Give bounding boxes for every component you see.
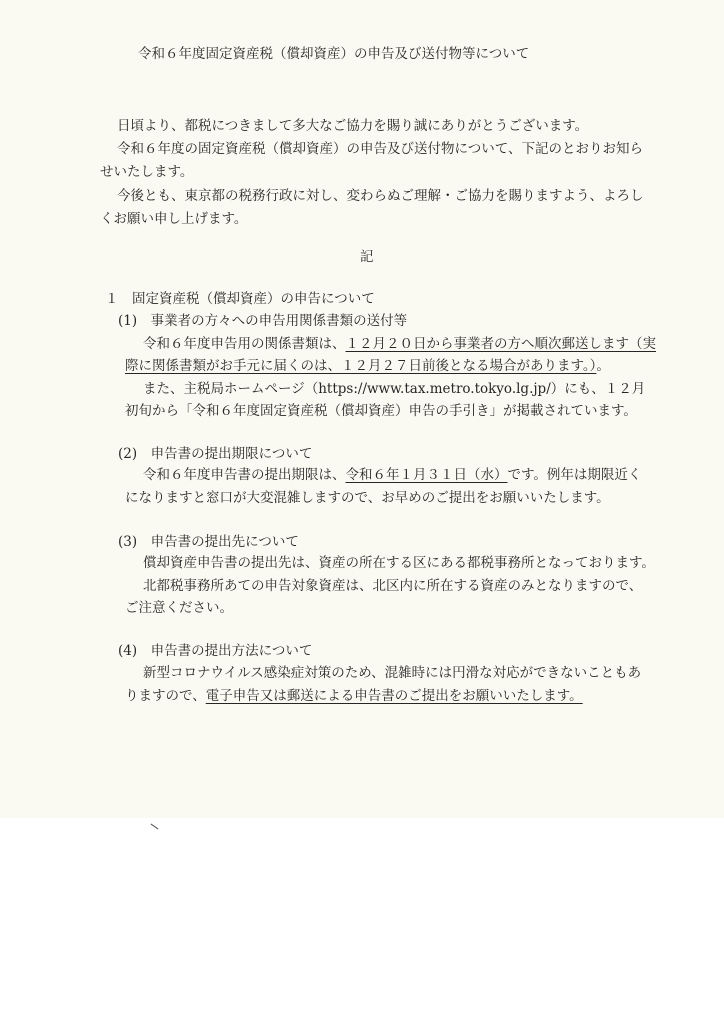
- section-1-heading: １ 固定資産税（償却資産）の申告について: [105, 291, 375, 307]
- subsection-1-heading: (1) 事業者の方々への申告用関係書類の送付等: [118, 313, 408, 329]
- subsection-1-line-4: 初旬から「令和６年度固定資産税（償却資産）申告の手引き」が掲載されています。: [125, 403, 637, 419]
- subsection-3-heading: (3) 申告書の提出先について: [118, 534, 299, 550]
- scan-mark: [151, 824, 159, 830]
- subsection-1-line-2: 際に関係書類がお手元に届くのは、１２月２７日前後となる場合があります。）。: [125, 358, 610, 374]
- subsection-2-line-2: になりますと窓口が大変混雑しますので、お早めのご提出をお願いいたします。: [125, 490, 610, 506]
- intro-paragraph-3-line-2: くお願い申し上げます。: [100, 211, 248, 227]
- subsection-1-line-1: 令和６年度申告用の関係書類は、１２月２０日から事業者の方へ順次郵送します（実: [143, 336, 656, 352]
- underlined-arrival-note: 際に関係書類がお手元に届くのは、１２月２７日前後となる場合があります。）: [125, 358, 597, 374]
- ki-heading: 記: [360, 249, 374, 265]
- underlined-mailing-date: １２月２０日から事業者の方へ順次郵送します（実: [345, 336, 656, 352]
- subsection-2-heading: (2) 申告書の提出期限について: [118, 446, 313, 462]
- subsection-4-line-1: 新型コロナウイルス感染症対策のため、混雑時には円滑な対応ができないこともあ: [143, 665, 642, 681]
- subsection-3-line-3: ご注意ください。: [125, 600, 233, 616]
- underlined-submission-method: 電子申告又は郵送による申告書のご提出をお願いいたします。: [205, 688, 583, 704]
- subsection-3-line-2: 北都税事務所あての申告対象資産は、北区内に所在する資産のみとなりますので、: [143, 578, 643, 594]
- subsection-3-line-1: 償却資産申告書の提出先は、資産の所在する区にある都税事務所となっております。: [143, 555, 655, 571]
- subsection-1-line-3: また、主税局ホームページ（https://www.tax.metro.tokyo.lg.jp/）にも、１２月: [143, 381, 646, 397]
- intro-paragraph-2-line-2: せいたします。: [100, 164, 194, 180]
- subsection-4-line-2: りますので、電子申告又は郵送による申告書のご提出をお願いいたします。: [125, 688, 583, 704]
- intro-paragraph-2-line-1: 令和６年度の固定資産税（償却資産）の申告及び送付物について、下記のとおりお知ら: [117, 141, 643, 157]
- subsection-2-line-1: 令和６年度申告書の提出期限は、令和６年１月３１日（水）です。例年は期限近く: [143, 467, 642, 483]
- subsection-4-heading: (4) 申告書の提出方法について: [118, 643, 313, 659]
- document-title: 令和６年度固定資産税（償却資産）の申告及び送付物等について: [138, 46, 530, 62]
- underlined-deadline: 令和６年１月３１日（水）: [345, 467, 508, 483]
- intro-paragraph-3-line-1: 今後とも、東京都の税務行政に対し、変わらぬご理解・ご協力を賜りますよう、よろし: [117, 188, 644, 204]
- intro-paragraph-1: 日頃より、都税につきまして多大なご協力を賜り誠にありがとうございます。: [117, 118, 589, 134]
